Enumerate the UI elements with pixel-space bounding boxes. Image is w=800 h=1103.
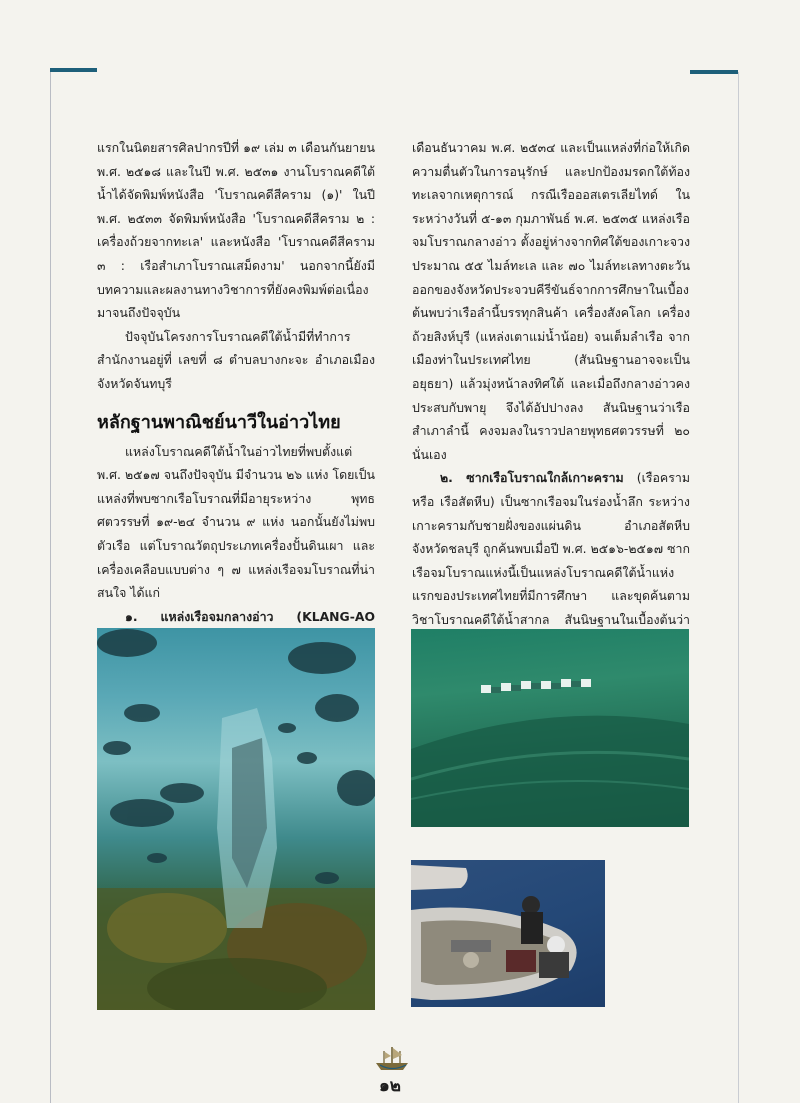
- right-item-2: [412, 466, 690, 655]
- left-paragraph-2: ปัจจุบันโครงการโบราณคดีใต้น้ำมีที่ทำการสำนักงานอยู่ที่ เลขที่ ๘ ตำบลบางกะจะ อำเภอเมือง จังหวัดจันทบุรี: [97, 328, 375, 391]
- left-paragraph-1: แรกในนิตยสารศิลปากรปีที่ ๑๙ เล่ม ๓ เดือนกันยายน พ.ศ. ๒๕๑๘ และในปี พ.ศ. ๒๕๓๑ งานโบราณคดีใต้น้ำได้จัดพิมพ์หนังสือ 'โบราณคดีสีคราม (๑)' ในปี พ.ศ. ๒๕๓๓ จัดพิมพ์หนังสือ 'โบราณคดีสีคราม ๒ : เครื่องถ้วยจากทะเล' และหนังสือ 'โบราณคดีสีคราม ๓ : เรือสำเภาโบราณเสม็ดงาม' นอกจากนี้ยังมีบทความและผลงานทางวิชาการที่ยังคงพิมพ์ต่อเนื่องมาจนถึงปัจจุบัน: [97, 140, 375, 321]
- photo-divers-on-boat: [411, 860, 605, 1007]
- page-edge-left: [50, 72, 51, 1103]
- item-1-title: ๑. แหล่งเรือจมกลางอ่าว (KLANG-AO: [125, 608, 375, 624]
- item-2-text: (เรือครามหรือ เรือสัตหีบ) เป็นซากเรือจมในร่องน้ำลึก ระหว่างเกาะครามกับชายฝั่งของแผ่นดิน อำเภอสัตหีบ จังหวัดชลบุรี ถูกค้นพบเมื่อปี พ.ศ. ๒๕๑๖-๒๕๑๗ ซากเรือจมโบราณแห่งนี้เป็นแหล่งโบราณคดีใต้น้ำแห่งแรกของประเทศไทยที่มีการศึกษา และขุดค้นตามวิชาโบราณคดีใต้น้ำสากล สันนิษฐานในเบื้องต้นว่า: [412, 470, 690, 627]
- diver-scene-illustration: [97, 628, 375, 1010]
- right-column: [412, 136, 690, 655]
- photo-underwater-wreck-survey: [411, 629, 689, 827]
- left-column: [97, 136, 375, 675]
- accent-bar-left: [50, 68, 97, 72]
- wreck-scene-illustration: [411, 629, 689, 827]
- ship-icon: [372, 1045, 412, 1073]
- boat-scene-illustration: [411, 860, 605, 1007]
- accent-bar-right: [690, 70, 738, 74]
- left-paragraph-3: แหล่งโบราณคดีใต้น้ำในอ่าวไทยที่พบตั้งแต่ พ.ศ. ๒๕๑๗ จนถึงปัจจุบัน มีจำนวน ๒๖ แห่ง โดยเป็นแหล่งที่พบซากเรือโบราณที่มีอายุระหว่าง พุทธศตวรรษที่ ๑๙-๒๔ จำนวน ๙ แห่ง นอกนั้นยังไม่พบตัวเรือ แต่โบราณวัตถุประเภทเครื่องปั้นดินเผา และเครื่องเคลือบแบบต่าง ๆ ๗ แหล่งเรือจมโบราณที่น่าสนใจ ได้แก่: [97, 443, 375, 601]
- page-edge-right: [738, 72, 739, 1103]
- item-2-title: ๒. ซากเรือโบราณใกล้เกาะคราม: [440, 470, 624, 486]
- section-heading: หลักฐานพาณิชย์นาวีในอ่าวไทย: [97, 411, 341, 433]
- photo-diver-with-fish: [97, 628, 375, 1010]
- page-number: ๑๒: [379, 1076, 401, 1096]
- right-paragraph-1: เดือนธันวาคม พ.ศ. ๒๕๓๔ และเป็นแหล่งที่ก่อให้เกิดความตื่นตัวในการอนุรักษ์ และปกป้องมรดกใต้ท้องทะเลจากเหตุการณ์ กรณีเรือออสเตรเลียไทด์ ในระหว่างวันที่ ๕-๑๓ กุมภาพันธ์ พ.ศ. ๒๕๓๕ แหล่งเรือจมโบราณกลางอ่าว ตั้งอยู่ห่างจากทิศใต้ของเกาะจวงประมาณ ๕๕ ไมล์ทะเล และ ๗๐ ไมล์ทะเลทางตะวันออกของจังหวัดประจวบคีรีขันธ์จากการศึกษาในเบื้องต้นพบว่าเรือลำนี้บรรทุกสินค้า เครื่องสังคโลก เครื่องถ้วยสิงห์บุรี (แหล่งเตาแม่น้ำน้อย) จนเต็มลำเรือ จากเมืองท่าในประเทศไทย (สันนิษฐานอาจจะเป็นอยุธยา) แล้วมุ่งหน้าลงทิศใต้ และเมื่อถึงกลางอ่าวคงประสบกับพายุ จึงได้อัปปางลง สันนิษฐานว่าเรือสำเภาลำนี้ คงจมลงในราวปลายพุทธศตวรรษที่ ๒๐ นั่นเอง: [412, 140, 690, 462]
